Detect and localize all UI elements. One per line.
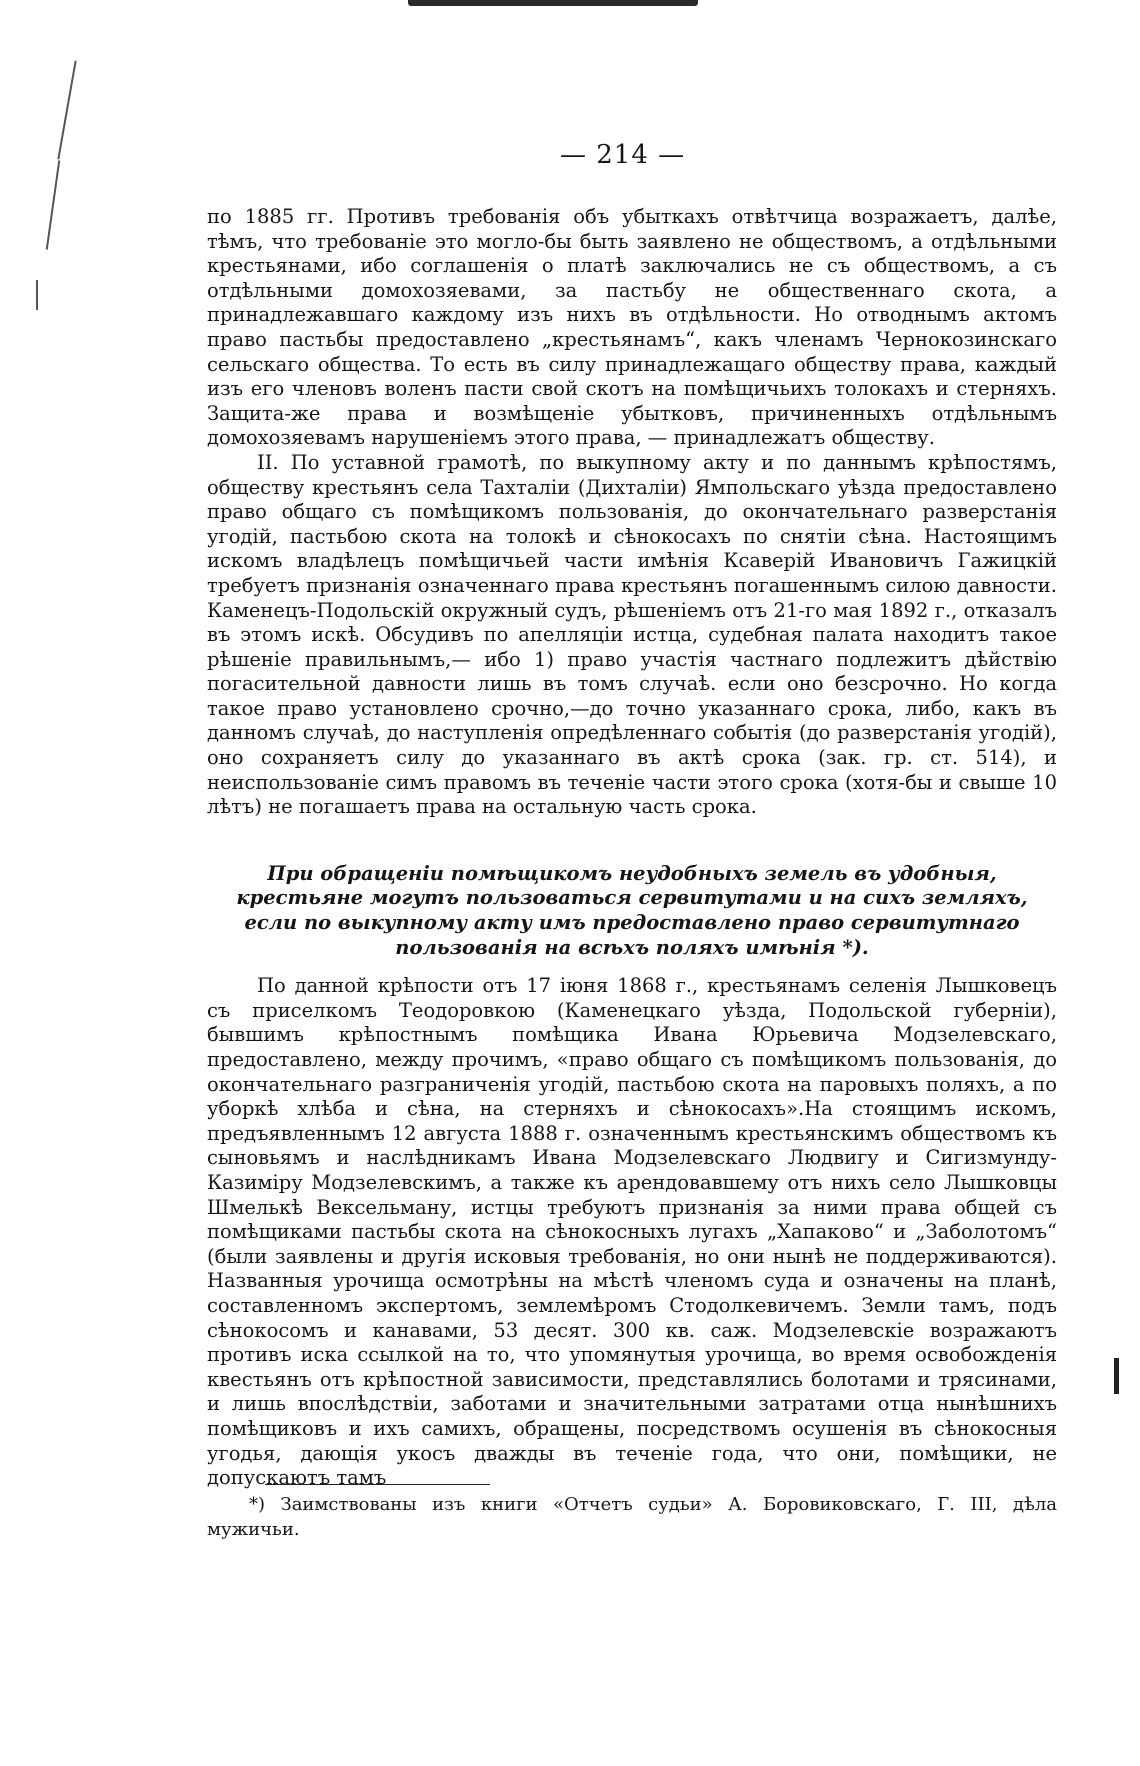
section-heading: При обращеніи помѣщикомъ неудобныхъ земель въ удобныя, крестьяне могутъ пользоваться сервитутами и на сихъ земляхъ, если по выкупному акту имъ предоставлено право сервитутнаго пользованія на всѣхъ поляхъ имѣнія *). (236, 861, 1028, 959)
page-body (207, 205, 1057, 1491)
top-scan-mark (408, 0, 698, 6)
margin-scratch-mark (46, 160, 61, 249)
page-number: — 214 — (560, 140, 686, 170)
margin-scratch-mark (57, 61, 76, 160)
margin-scratch-mark (36, 280, 38, 310)
footnote-divider (265, 1484, 490, 1485)
footnote: *) Заимствованы изъ книги «Отчетъ судьи» А. Боровиковскаго, Г. III, дѣла мужичьи. (207, 1494, 1057, 1540)
paragraph-continued: по 1885 гг. Противъ требованія объ убыткахъ отвѣтчица возражаетъ, далѣе, тѣмъ, что требованіе это могло-бы быть заявлено не обществомъ, а отдѣльными крестьянами, ибо соглашенія о платѣ заключались не съ обществомъ, а съ отдѣльными домохозяевами, за пастьбу не общественнаго скота, а принадлежавшаго каждому изъ нихъ въ отдѣльности. Но отводнымъ актомъ право пастьбы предоставлено „крестьянамъ“, какъ членамъ Чернокозинскаго сельскаго общества. То есть въ силу принадлежащаго обществу права, каждый изъ его членовъ воленъ пасти свой скотъ на помѣщичьихъ толокахъ и стерняхъ. Защита-же права и возмѣщеніе убытковъ, причиненныхъ отдѣльнымъ домохозяевамъ нарушеніемъ этого права, — принадлежатъ обществу. (207, 205, 1057, 450)
section-paragraph: По данной крѣпости отъ 17 іюня 1868 г., крестьянамъ селенія Лышковецъ съ приселкомъ Теодоровкою (Каменецкаго уѣзда, Подольской губерніи), бывшимъ крѣпостнымъ помѣщика Ивана Юрьевича Модзелевскаго, предоставлено, между прочимъ, «право общаго съ помѣщикомъ пользованія, до окончательнаго разграниченія угодій, пастьбою скота на паровыхъ поляхъ, а по уборкѣ хлѣба и сѣна, на стерняхъ и сѣнокосахъ».На стоящимъ искомъ, предъявленнымъ 12 августа 1888 г. означеннымъ крестьянскимъ обществомъ къ сыновьямъ и наслѣдникамъ Ивана Модзелевскаго Людвигу и Сигизмунду-Казиміру Модзелевскимъ, а также къ арендовавшему отъ нихъ село Лышковцы Шмелькѣ Вексельману, истцы требуютъ признанія за ними права общей съ помѣщиками пастьбы скота на сѣнокосныхъ лугахъ „Хапаково“ и „Заболотомъ“ (были заявлены и другія исковыя требованія, но они нынѣ не поддерживаются). Названныя урочища осмотрѣны на мѣстѣ членомъ суда и означены на планѣ, составленномъ экспертомъ, землемѣромъ Стодолкевичемъ. Земли тамъ, подъ сѣнокосомъ и канавами, 53 десят. 300 кв. саж. Модзелевскіе возражаютъ противъ иска ссылкой на то, что упомянутыя урочища, во время освобожденія квестьянъ отъ крѣпостной зависимости, представлялись болотами и трясинами, и лишь впослѣдствіи, заботами и значительными затратами отца нынѣшнихъ помѣщиковъ и ихъ самихъ, обращены, посредствомъ осушенія въ сѣнокосныя угодья, дающія укосъ дважды въ теченіе года, что они, помѣщики, не допускаютъ тамъ (207, 974, 1057, 1490)
margin-scratch-mark (1114, 1358, 1119, 1394)
paragraph-section-ii: II. По уставной грамотѣ, по выкупному акту и по даннымъ крѣпостямъ, обществу крестьянъ села Тахталіи (Дихталіи) Ямпольскаго уѣзда предоставлено право общаго съ помѣщикомъ пользованія, до окончательнаго разверстанія угодій, пастьбою скота на толокѣ и сѣнокосахъ по снятіи сѣна. Настоящимъ искомъ владѣлецъ помѣщичьей части имѣнія Ксаверій Ивановичъ Гажицкій требуетъ признанія означеннаго права крестьянъ погашеннымъ силою давности. Каменецъ-Подольскій окружный судъ, рѣшеніемъ отъ 21-го мая 1892 г., отказалъ въ этомъ искѣ. Обсудивъ по апелляціи истца, судебная палата находитъ такое рѣшеніе правильнымъ,— ибо 1) право участія частнаго подлежитъ дѣйствію погасительной давности лишь въ томъ случаѣ. если оно безсрочно. Но когда такое право установлено срочно,—до точно указаннаго срока, либо, какъ въ данномъ случаѣ, до наступленія опредѣленнаго событія (до разверстанія угодій), оно сохраняетъ силу до указаннаго въ актѣ срока (зак. гр. ст. 514), и неиспользованіе симъ правомъ въ теченіе части этого срока (хотя-бы и свыше 10 лѣтъ) не погашаетъ права на остальную часть срока. (207, 450, 1057, 819)
